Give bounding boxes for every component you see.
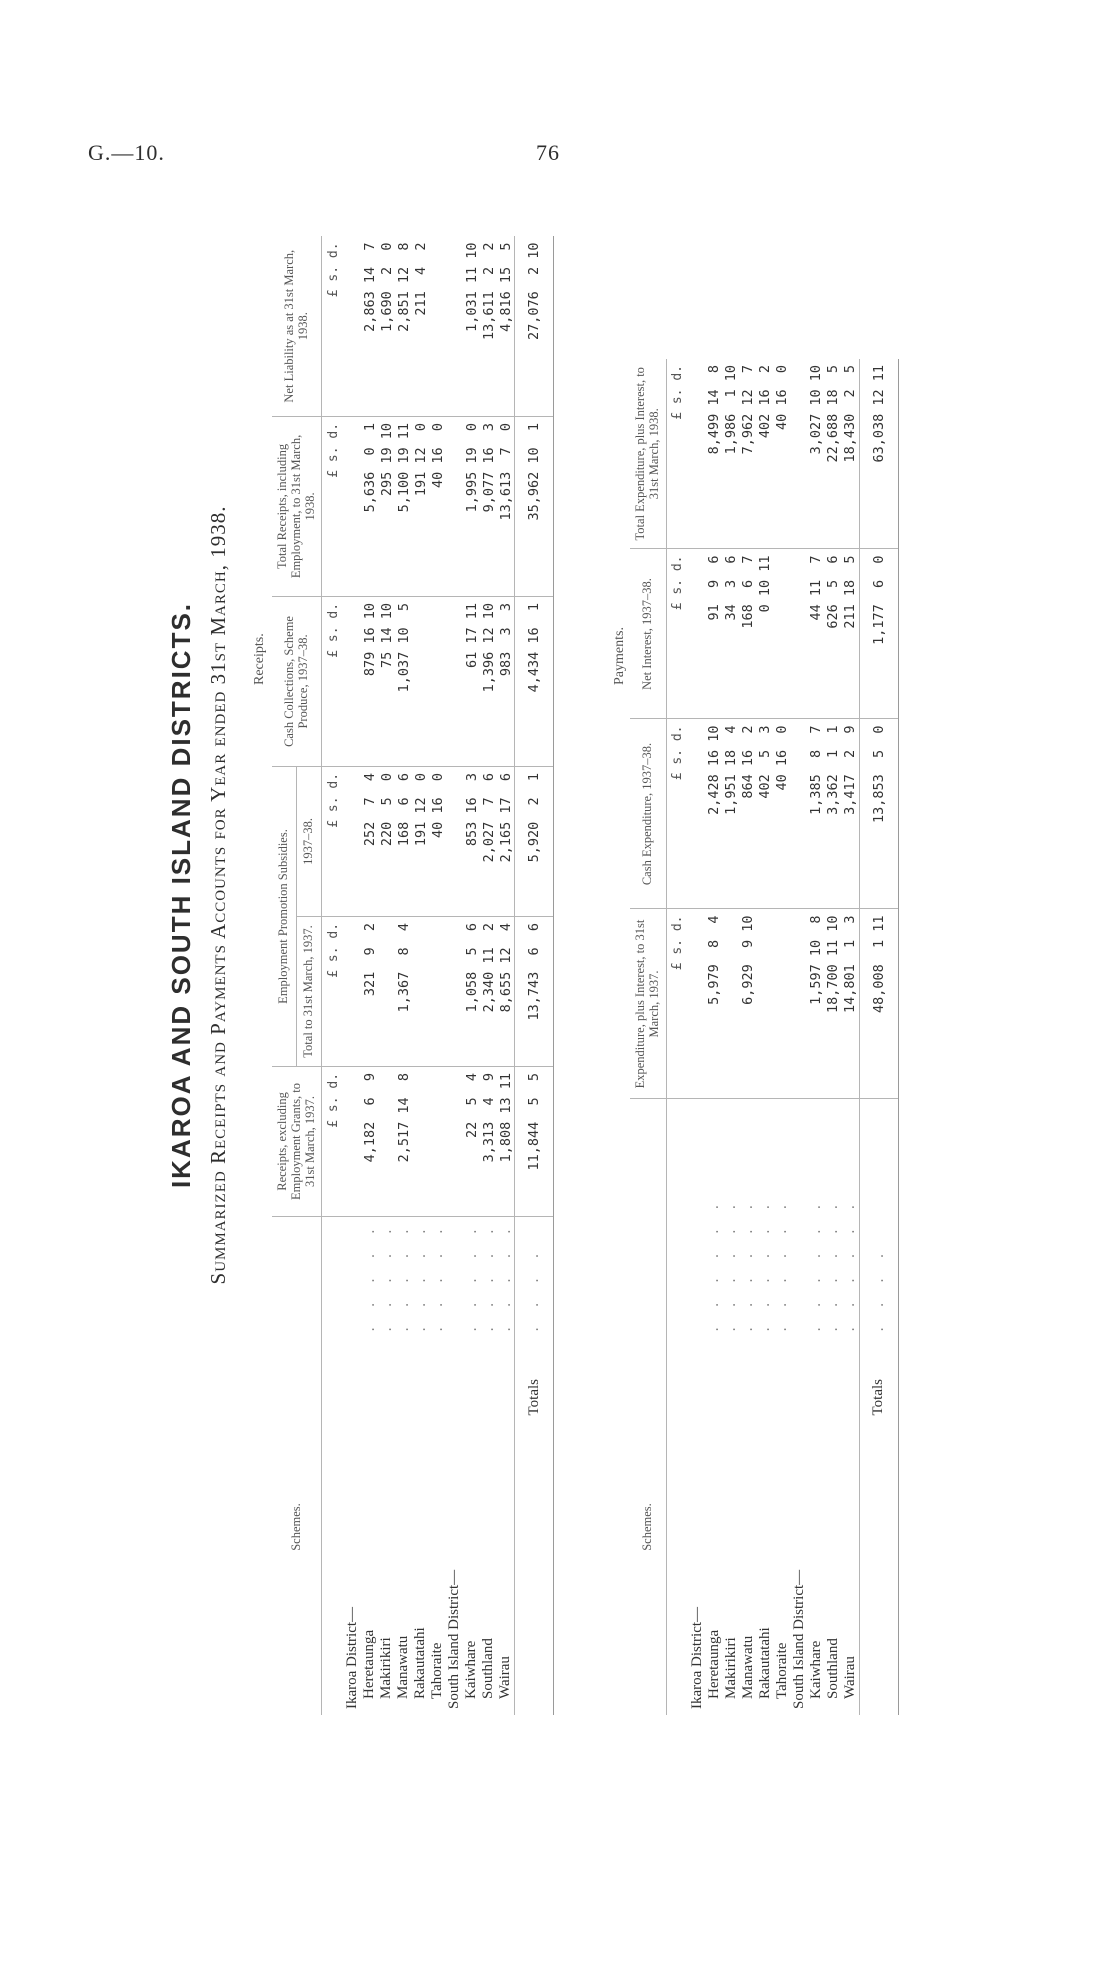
- receipts-row: [463, 236, 480, 1715]
- leader-dots: . . . . .: [481, 1222, 496, 1333]
- scheme-name: Southland: [480, 1638, 497, 1699]
- amount-cell: [344, 916, 361, 1066]
- receipts-totals-label: Totals: [515, 1339, 554, 1715]
- scheme-name: Heretaunga: [361, 1629, 378, 1699]
- amount-cell: 853 16 3: [463, 766, 480, 916]
- payments-table: [630, 359, 899, 1715]
- amount-cell: 1,597 10 8: [808, 909, 825, 1099]
- payments-row: [774, 359, 791, 1715]
- amount-cell: 44 11 7: [808, 549, 825, 719]
- units-label: £ s. d.: [666, 719, 689, 909]
- amount-cell: [344, 236, 361, 416]
- payments-totals-dots: . . . .: [859, 1099, 898, 1339]
- receipts-header-total-to: Total to 31st March, 1937.: [297, 916, 322, 1066]
- amount-cell: 2,027 7 6: [480, 766, 497, 916]
- receipts-totals-dots: . . . .: [515, 1216, 554, 1339]
- amount-cell: [429, 236, 446, 416]
- amount-cell: 295 19 10: [378, 416, 395, 596]
- receipts-row: [344, 236, 361, 1715]
- receipts-total-cell: 4,434 16 1: [515, 596, 554, 766]
- receipts-row: [480, 236, 497, 1715]
- amount-cell: [429, 596, 446, 766]
- payments-totals-label: Totals: [859, 1339, 898, 1715]
- amount-cell: [791, 909, 808, 1099]
- amount-cell: 14,801 1 3: [842, 909, 860, 1099]
- amount-cell: [344, 416, 361, 596]
- receipts-header-schemes: Schemes.: [272, 1339, 322, 1715]
- amount-cell: 1,986 1 10: [723, 359, 740, 549]
- receipts-section-label: Receipts.: [252, 633, 267, 685]
- amount-cell: [378, 916, 395, 1066]
- page-reference: G.—10.: [88, 140, 165, 165]
- amount-cell: 2,428 16 10: [706, 719, 723, 909]
- receipts-row: [395, 236, 412, 1715]
- scheme-name: Tahoraite: [429, 1642, 446, 1699]
- amount-cell: [446, 1066, 463, 1216]
- amount-cell: 402 5 3: [757, 719, 774, 909]
- payments-row: [757, 359, 774, 1715]
- document-subtitle: Summarized Receipts and Payments Accounts for Year ended 31st March, 1938.: [206, 505, 230, 1285]
- amount-cell: [429, 1066, 446, 1216]
- amount-cell: 40 16 0: [429, 416, 446, 596]
- amount-cell: [791, 719, 808, 909]
- amount-cell: 1,808 13 11: [497, 1066, 515, 1216]
- leader-dots: . . . . .: [379, 1222, 394, 1333]
- amount-cell: 1,031 11 10: [463, 236, 480, 416]
- payments-total-cell: 1,177 6 0: [859, 549, 898, 719]
- payments-header-total-expenditure: Total Expenditure, plus Interest, to 31st March, 1938.: [630, 359, 666, 549]
- amount-cell: 18,700 11 10: [825, 909, 842, 1099]
- amount-cell: 34 3 6: [723, 549, 740, 719]
- amount-cell: 40 16 0: [774, 719, 791, 909]
- amount-cell: 168 6 7: [740, 549, 757, 719]
- amount-cell: 879 16 10: [361, 596, 378, 766]
- amount-cell: [689, 719, 706, 909]
- amount-cell: [723, 909, 740, 1099]
- amount-cell: 22,688 18 5: [825, 359, 842, 549]
- leader-dots: [791, 1099, 808, 1339]
- scheme-name: Southland: [824, 1638, 841, 1699]
- amount-cell: [446, 416, 463, 596]
- rotated-accounts-block: [160, 55, 980, 1735]
- payments-header-net-interest: Net Interest, 1937–38.: [630, 549, 666, 719]
- receipts-header-year: 1937–38.: [297, 766, 322, 916]
- amount-cell: 5,100 19 11: [395, 416, 412, 596]
- units-label: £ s. d.: [666, 909, 689, 1099]
- leader-dots: . . . . . .: [707, 1198, 721, 1333]
- amount-cell: [344, 766, 361, 916]
- amount-cell: 1,037 10 5: [395, 596, 412, 766]
- receipts-row: [361, 236, 378, 1715]
- leader-dots: . . . . . .: [843, 1198, 857, 1333]
- amount-cell: 1,690 2 0: [378, 236, 395, 416]
- leader-dots: . . . . .: [413, 1222, 428, 1333]
- amount-cell: 191 12 0: [412, 416, 429, 596]
- amount-cell: 40 16 0: [774, 359, 791, 549]
- units-label: £ s. d.: [666, 549, 689, 719]
- amount-cell: 22 5 4: [463, 1066, 480, 1216]
- amount-cell: [412, 916, 429, 1066]
- amount-cell: [791, 549, 808, 719]
- amount-cell: 0 10 11: [757, 549, 774, 719]
- receipts-total-cell: 35,962 10 1: [515, 416, 554, 596]
- amount-cell: 8,499 14 8: [706, 359, 723, 549]
- amount-cell: 75 14 10: [378, 596, 395, 766]
- leader-dots: . . . . . .: [809, 1198, 823, 1333]
- payments-header-schemes: Schemes.: [630, 1339, 666, 1715]
- leader-dots: . . . . .: [396, 1222, 411, 1333]
- amount-cell: 13,613 7 0: [497, 416, 515, 596]
- amount-cell: 5,636 0 1: [361, 416, 378, 596]
- scheme-name: Makirikiri: [722, 1637, 739, 1699]
- receipts-row: [429, 236, 446, 1715]
- receipts-total-cell: 27,076 2 10: [515, 236, 554, 416]
- payments-total-cell: 13,853 5 0: [859, 719, 898, 909]
- receipts-header-subsidies: Employment Promotion Subsidies.: [272, 766, 297, 1066]
- payments-row: [723, 359, 740, 1715]
- payments-row: [791, 359, 808, 1715]
- amount-cell: 3,417 2 9: [842, 719, 860, 909]
- leader-dots: . . . . . .: [826, 1198, 840, 1333]
- scheme-name: Wairau: [497, 1656, 514, 1699]
- scheme-name: Tahoraite: [773, 1642, 790, 1699]
- amount-cell: 252 7 4: [361, 766, 378, 916]
- scheme-name: Kaiwhare: [807, 1640, 824, 1699]
- amount-cell: 61 17 11: [463, 596, 480, 766]
- leader-dots: . . . . .: [464, 1222, 479, 1333]
- amount-cell: [446, 916, 463, 1066]
- amount-cell: 2,863 14 7: [361, 236, 378, 416]
- units-label: £ s. d.: [322, 1066, 345, 1216]
- amount-cell: [689, 549, 706, 719]
- receipts-row: [412, 236, 429, 1715]
- receipts-total-cell: 11,844 5 5: [515, 1066, 554, 1216]
- amount-cell: [344, 596, 361, 766]
- amount-cell: [446, 766, 463, 916]
- units-label: £ s. d.: [666, 359, 689, 549]
- amount-cell: 211 18 5: [842, 549, 860, 719]
- amount-cell: 168 6 6: [395, 766, 412, 916]
- amount-cell: [791, 359, 808, 549]
- amount-cell: 1,058 5 6: [463, 916, 480, 1066]
- payments-table-body: [666, 359, 859, 1715]
- leader-dots: . . . . .: [430, 1222, 445, 1333]
- receipts-table: [272, 236, 554, 1715]
- amount-cell: 1,367 8 4: [395, 916, 412, 1066]
- amount-cell: [774, 909, 791, 1099]
- amount-cell: 4,182 6 9: [361, 1066, 378, 1216]
- amount-cell: 8,655 12 4: [497, 916, 515, 1066]
- amount-cell: 18,430 2 5: [842, 359, 860, 549]
- payments-total-cell: 63,038 12 11: [859, 359, 898, 549]
- amount-cell: 1,995 19 0: [463, 416, 480, 596]
- amount-cell: [689, 359, 706, 549]
- amount-cell: 5,979 8 4: [706, 909, 723, 1099]
- amount-cell: [378, 1066, 395, 1216]
- amount-cell: 864 16 2: [740, 719, 757, 909]
- payments-header-expenditure: Expenditure, plus Interest, to 31st March, 1937.: [630, 909, 666, 1099]
- amount-cell: 220 5 0: [378, 766, 395, 916]
- leader-dots: [446, 1216, 463, 1339]
- amount-cell: 2,165 17 6: [497, 766, 515, 916]
- amount-cell: 3,362 1 1: [825, 719, 842, 909]
- receipts-row: [378, 236, 395, 1715]
- amount-cell: [412, 1066, 429, 1216]
- scheme-name: Manawatu: [739, 1635, 756, 1699]
- receipts-header-receipts-excl: Receipts, excluding Employment Grants, to 31st March, 1937.: [272, 1066, 322, 1216]
- amount-cell: [446, 236, 463, 416]
- amount-cell: 2,851 12 8: [395, 236, 412, 416]
- payments-row: [706, 359, 723, 1715]
- amount-cell: [774, 549, 791, 719]
- amount-cell: 13,611 2 2: [480, 236, 497, 416]
- leader-dots: . . . . .: [498, 1222, 513, 1333]
- receipts-total-cell: 5,920 2 1: [515, 766, 554, 916]
- leader-dots: . . . . . .: [724, 1198, 738, 1333]
- payments-row: [808, 359, 825, 1715]
- amount-cell: 983 3 3: [497, 596, 515, 766]
- units-label: £ s. d.: [322, 766, 345, 916]
- payments-section-label: Payments.: [612, 627, 627, 685]
- payments-header-cash-expenditure: Cash Expenditure, 1937–38.: [630, 719, 666, 909]
- amount-cell: 2,517 14 8: [395, 1066, 412, 1216]
- amount-cell: [446, 596, 463, 766]
- scheme-name: Wairau: [841, 1656, 858, 1699]
- units-label: £ s. d.: [322, 236, 345, 416]
- amount-cell: 1,385 8 7: [808, 719, 825, 909]
- amount-cell: 7,962 12 7: [740, 359, 757, 549]
- receipts-total-cell: 13,743 6 6: [515, 916, 554, 1066]
- leader-dots: [689, 1099, 706, 1339]
- amount-cell: 1,951 18 4: [723, 719, 740, 909]
- amount-cell: 6,929 9 10: [740, 909, 757, 1099]
- amount-cell: 191 12 0: [412, 766, 429, 916]
- scheme-name: Makirikiri: [378, 1637, 395, 1699]
- receipts-header-net-liability: Net Liability as at 31st March, 1938.: [272, 236, 322, 416]
- amount-cell: 211 4 2: [412, 236, 429, 416]
- amount-cell: [429, 916, 446, 1066]
- payments-row: [740, 359, 757, 1715]
- units-label: £ s. d.: [322, 416, 345, 596]
- amount-cell: 40 16 0: [429, 766, 446, 916]
- receipts-header-total-receipts: Total Receipts, including Employment, to 31st March, 1938.: [272, 416, 322, 596]
- amount-cell: [412, 596, 429, 766]
- leader-dots: . . . . .: [362, 1222, 377, 1333]
- payments-row: [842, 359, 860, 1715]
- scheme-name: Heretaunga: [705, 1629, 722, 1699]
- scheme-name: Kaiwhare: [463, 1640, 480, 1699]
- district-heading: South Island District—: [790, 1569, 807, 1709]
- district-heading: Ikaroa District—: [688, 1606, 705, 1709]
- district-heading: South Island District—: [446, 1569, 463, 1709]
- document-title: IKAROA AND SOUTH ISLAND DISTRICTS.: [166, 601, 196, 1189]
- receipts-header-cash-collections: Cash Collections, Scheme Produce, 1937–38.: [272, 596, 322, 766]
- amount-cell: 3,027 10 10: [808, 359, 825, 549]
- units-label: £ s. d.: [322, 596, 345, 766]
- amount-cell: 9,077 16 3: [480, 416, 497, 596]
- payments-total-cell: 48,008 1 11: [859, 909, 898, 1099]
- payments-row: [689, 359, 706, 1715]
- receipts-row: [497, 236, 515, 1715]
- leader-dots: . . . . . .: [758, 1198, 772, 1333]
- amount-cell: 3,313 4 9: [480, 1066, 497, 1216]
- amount-cell: 626 5 6: [825, 549, 842, 719]
- units-label: £ s. d.: [322, 916, 345, 1066]
- amount-cell: [757, 909, 774, 1099]
- leader-dots: . . . . . .: [775, 1198, 789, 1333]
- amount-cell: 91 9 6: [706, 549, 723, 719]
- amount-cell: [689, 909, 706, 1099]
- scheme-name: Rakautatahi: [756, 1627, 773, 1699]
- amount-cell: 2,340 11 2: [480, 916, 497, 1066]
- receipts-table-body: [322, 236, 515, 1715]
- amount-cell: 1,396 12 10: [480, 596, 497, 766]
- district-heading: Ikaroa District—: [344, 1606, 361, 1709]
- amount-cell: 402 16 2: [757, 359, 774, 549]
- leader-dots: . . . . . .: [741, 1198, 755, 1333]
- amount-cell: [344, 1066, 361, 1216]
- payments-row: [825, 359, 842, 1715]
- leader-dots: [344, 1216, 361, 1339]
- amount-cell: 4,816 15 5: [497, 236, 515, 416]
- scheme-name: Rakautatahi: [412, 1627, 429, 1699]
- receipts-row: [446, 236, 463, 1715]
- amount-cell: 321 9 2: [361, 916, 378, 1066]
- scheme-name: Manawatu: [395, 1635, 412, 1699]
- page-number: 76: [536, 140, 560, 165]
